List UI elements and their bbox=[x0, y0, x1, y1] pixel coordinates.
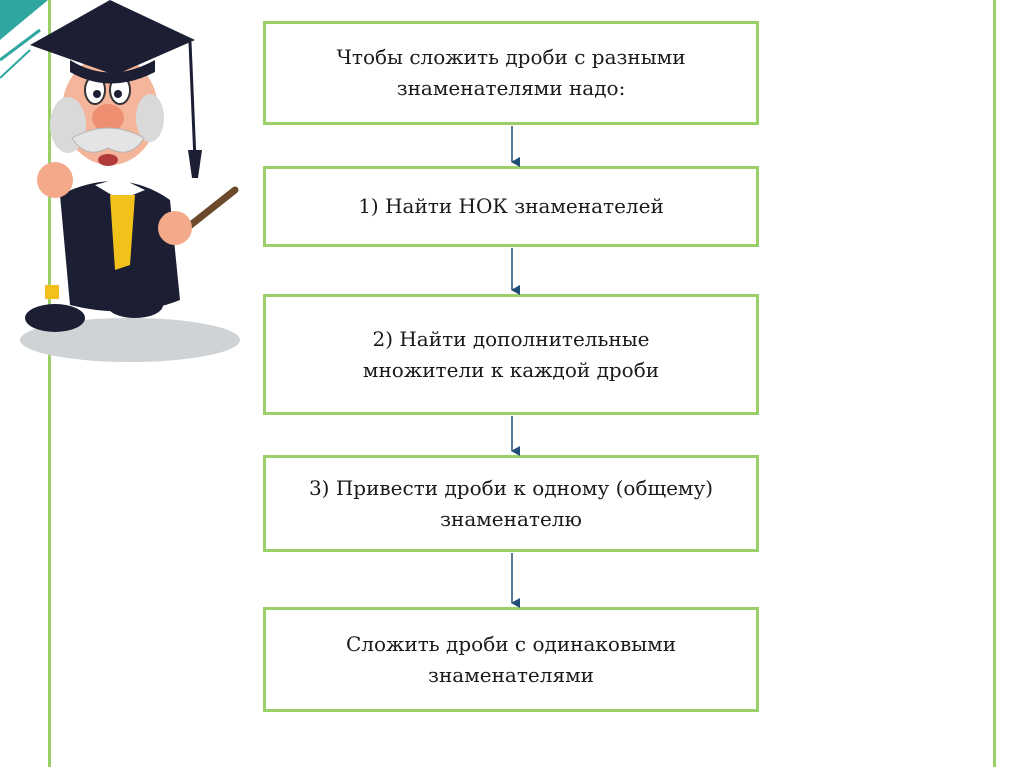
flow-step-3-text: 3) Привести дроби к одному (общему) знаменателю bbox=[308, 475, 714, 531]
flow-step-1-text: 1) Найти НОК знаменателей bbox=[358, 194, 664, 218]
flow-title-box bbox=[263, 21, 759, 125]
flow-step-1-box bbox=[263, 166, 759, 247]
flow-final-box bbox=[263, 607, 759, 712]
professor-illustration bbox=[10, 0, 240, 380]
flow-step-3-box bbox=[263, 455, 759, 552]
flow-final-text: Сложить дроби с одинаковыми знаменателями bbox=[345, 631, 677, 687]
flow-step-2-text: 2) Найти дополнительные множители к каждой дроби bbox=[362, 326, 660, 382]
right-border-line bbox=[993, 0, 996, 767]
flow-step-2-box bbox=[263, 294, 759, 415]
flow-title-text: Чтобы сложить дроби с разными знаменателями надо: bbox=[336, 45, 686, 100]
